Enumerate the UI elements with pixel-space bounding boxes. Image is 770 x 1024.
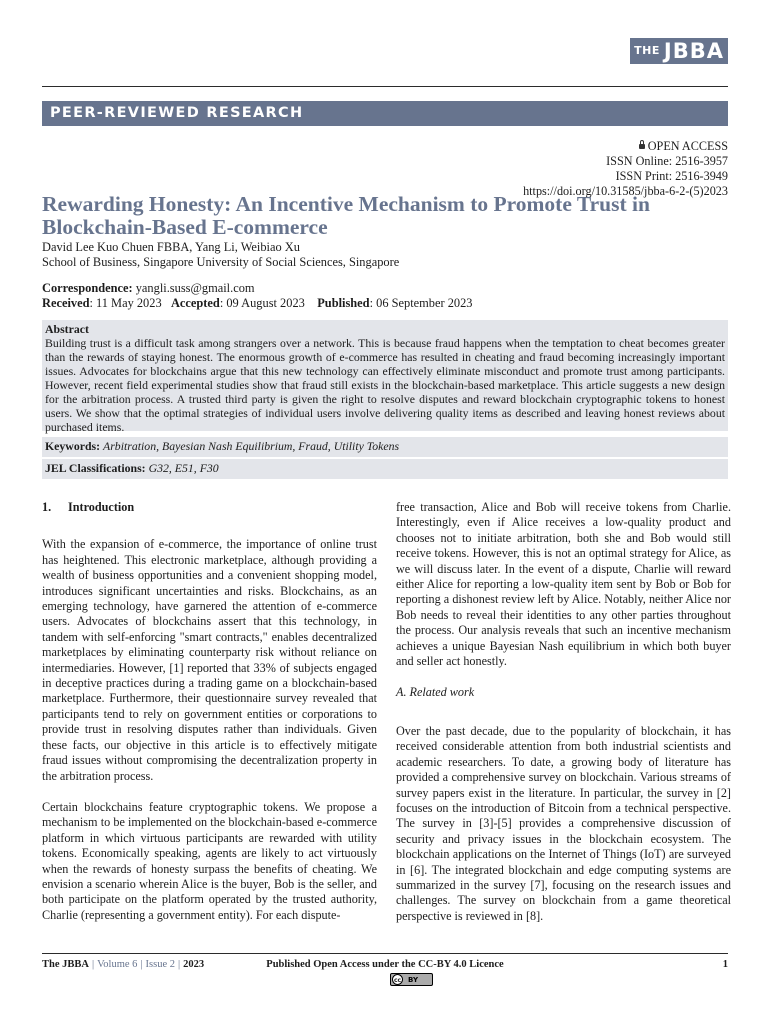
jel-text: G32, E51, F30 [148, 461, 219, 475]
correspondence-block [42, 281, 472, 311]
published-date: : 06 September 2023 [369, 296, 473, 310]
right-column [396, 500, 731, 940]
jel-label: JEL Classifications: [45, 461, 146, 475]
footer-licence: Published Open Access under the CC-BY 4.0 Licence [266, 959, 504, 970]
footer-divider [42, 953, 728, 954]
correspondence-email[interactable]: yangli.suss@gmail.com [135, 281, 255, 295]
section-title: Introduction [68, 500, 135, 514]
section-heading-introduction [42, 500, 377, 515]
issn-print: ISSN Print: 2516-3949 [615, 169, 728, 183]
footer-separator: | [178, 959, 181, 970]
open-access-line [523, 139, 728, 154]
author-block [42, 240, 399, 270]
paper-title: Rewarding Honesty: An Incentive Mechanism to Promote Trust in Blockchain-Based E-commerce [42, 192, 650, 239]
top-divider [42, 86, 728, 87]
subsection-heading-related-work: A. Related work [396, 685, 475, 700]
journal-meta [523, 139, 728, 199]
received-date: : 11 May 2023 [89, 296, 162, 310]
section-number: 1. [42, 500, 52, 514]
published-label: Published [317, 296, 370, 310]
affiliation: School of Business, Singapore University of Social Sciences, Singapore [42, 255, 400, 269]
footer-separator: | [91, 959, 95, 970]
accepted-date: : 09 August 2023 [219, 296, 305, 310]
paragraph: With the expansion of e-commerce, the importance of online trust has heightened. This electronic marketplace, although providing a wealth of business opportunities and a convenient shopping model, introduces significant uncertainties and risks. Blockchains, as an emerging technology, have garnered the attention of e-commerce users. Advocates of blockchains assert that this technology, in tandem with self-enforcing "smart contracts," enables decentralized marketplaces by eliminating counterparty risk without reliance on intermediaries. However, [1] reported that 33% of subjects engaged in deceptive practices during a trading game on a blockchain-based marketplace. Furthermore, their questionnaire survey revealed that participants tend to rely on government entities or corporations to provide trust in resolving disputes rather than individuals. Given these facts, our objective in this article is to effectively mitigate fraud issues without compromising the decentralization property in the arbitration process. [42, 537, 377, 783]
doi-link[interactable]: https://doi.org/10.31585/jbba-6-2-(5)2023 [523, 184, 728, 198]
keywords-label: Keywords: [45, 439, 101, 453]
issn-online: ISSN Online: 2516-3957 [606, 154, 728, 168]
correspondence-label: Correspondence: [42, 281, 133, 295]
abstract-box [42, 320, 728, 434]
open-access-label: OPEN ACCESS [647, 139, 728, 153]
by-label: BY [408, 975, 419, 984]
authors: David Lee Kuo Chuen FBBA, Yang Li, Weibiao Xu [42, 240, 300, 254]
received-label: Received [42, 296, 90, 310]
logo-jbba: JBBA [663, 38, 728, 64]
logo-the: THE [630, 38, 663, 64]
keywords-row [42, 437, 728, 457]
abstract-heading: Abstract [45, 322, 89, 336]
open-lock-icon [639, 144, 645, 149]
cc-by-badge[interactable] [390, 973, 433, 986]
accepted-label: Accepted [170, 296, 220, 310]
section-banner: PEER-REVIEWED RESEARCH [42, 101, 728, 126]
keywords-text: Arbitration, Bayesian Nash Equilibrium, Fraud, Utility Tokens [103, 439, 400, 453]
footer-volume: Volume 6 [97, 959, 138, 970]
cc-icon: cc [392, 974, 403, 985]
footer-issue: Issue 2 [145, 959, 176, 970]
jel-row [42, 459, 728, 479]
journal-logo [630, 38, 728, 64]
abstract-text: Building trust is a difficult task among strangers over a network. This is because fraud happens when the temptation to cheat becomes greater than the rewards of staying honest. The enormous growth of e-commerce has resulted in cheating and fraud becoming increasingly important issues. Advocates for blockchains argue that this new technology can effectively eliminate misconduct and promote trust among participants. However, recent field experimental studies show that fraud still exists in the blockchain-based marketplace. This article suggests a new design for the arbitration process. A trusted third party is given the right to resolve disputes and reward blockchain cryptographic tokens to honest users. We show that the optimal strategies of individual users involve delivering quality items as described and leaving honest reviews about purchased items. [45, 336, 725, 434]
footer-year: 2023 [183, 959, 205, 970]
page-number: 1 [722, 959, 728, 970]
left-column [42, 500, 377, 939]
paragraph: Over the past decade, due to the popularity of blockchain, it has received considerable attention from both industrial scientists and academic researchers. To date, a growing body of literature has provided a comprehensive survey on blockchain. Various streams of survey papers exist in the literature. In particular, the survey in [2] focuses on the introduction of Bitcoin from a technical perspective. The survey in [3]-[5] provides a comprehensive discussion of security and privacy issues in the blockchain ecosystem. The blockchain applications on the Internet of Things (IoT) are surveyed in [6]. The integrated blockchain and edge computing systems are summarized in the survey [7], focusing on the research issues and challenges. The survey on blockchain from a game theoretical perspective is reviewed in [8]. [396, 723, 731, 923]
footer-separator: | [140, 959, 143, 970]
paragraph: free transaction, Alice and Bob will receive tokens from Charlie. Interestingly, even if Alice receives a low-quality product and chooses not to initiate arbitration, both she and Bob would still receive tokens. However, this is not an optimal strategy for Alice, as we will discuss later. In the event of a dispute, Charlie will reward either Alice for reporting a low-quality item sent by Bob or Bob for reporting a dishonest review left by Alice. Notably, neither Alice nor Bob needs to reveal their identities to any other parties throughout the process. Our analysis reveals that such an incentive mechanism achieves a unique Bayesian Nash equilibrium in which both buyer and seller act honestly. [396, 500, 731, 669]
paragraph: Certain blockchains feature cryptographic tokens. We propose a mechanism to be implemented on the blockchain-based e-commerce platform in which virtuous participants are rewarded with utility tokens. Economically speaking, agents are likely to act virtuously when the rewards of honesty surpass the benefits of cheating. We envision a scenario wherein Alice is the buyer, Bob is the seller, and both participate on the platform operated by the trusted authority, Charlie (representing a government entity). For each dispute- [42, 799, 377, 922]
footer-journal: The JBBA [42, 959, 89, 970]
